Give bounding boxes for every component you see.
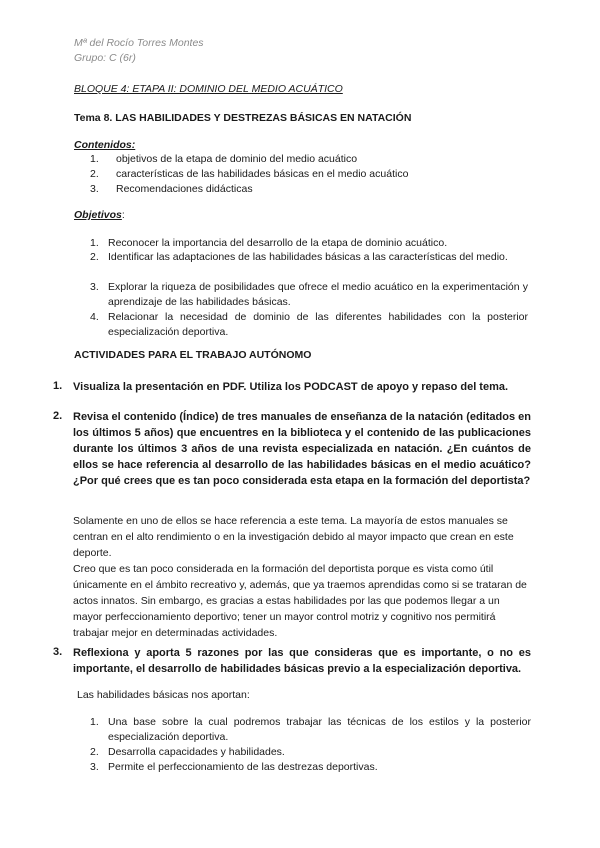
list-item: Identificar las adaptaciones de las habilidades básicas a las características del medio.	[108, 251, 508, 263]
author-name: Mª del Rocío Torres Montes	[74, 37, 204, 49]
question-text: Revisa el contenido (Índice) de tres manuales de enseñanza de la natación (editados en los últimos 5 años) que encuentres en la biblioteca y el contenido de las publicaciones durante los últimos 3 años de una revista especializada en natación. ¿En cuántos de ellos se hace referencia al desarrollo de las habilidades básicas en el medio acuático? ¿Por qué crees que es tan poco considerada esta etapa en la formación del deportista?	[73, 411, 531, 487]
question-text: Reflexiona y aporta 5 razones por las que consideras que es importante, o no es importante, el desarrollo de habilidades básicas previo a la especialización deportiva.	[73, 647, 531, 675]
list-item: características de las habilidades básicas en el medio acuático	[116, 168, 409, 180]
list-number: 3.	[90, 281, 99, 293]
activities-title: ACTIVIDADES PARA EL TRABAJO AUTÓNOMO	[74, 349, 312, 361]
list-number: 2.	[90, 251, 99, 263]
question-number: 3.	[53, 646, 63, 658]
list-number: 2.	[90, 746, 99, 758]
group-label: Grupo: C (6r)	[74, 52, 136, 64]
answer-paragraph: Solamente en uno de ellos se hace referencia a este tema. La mayoría de estos manuales se centran en el alto rendimiento o en la investigación debido al mayor impacto que crean en este deporte.	[73, 515, 514, 559]
list-item: Relacionar la necesidad de dominio de las diferentes habilidades con la posterior especialización deportiva.	[108, 311, 528, 338]
list-item: Una base sobre la cual podremos trabajar las técnicas de los estilos y la posterior especialización deportiva.	[108, 716, 531, 743]
list-number: 4.	[90, 311, 99, 323]
list-number: 1.	[90, 237, 99, 249]
answer-intro: Las habilidades básicas nos aportan:	[77, 689, 250, 701]
question-number: 2.	[53, 410, 63, 422]
list-item: Explorar la riqueza de posibilidades que ofrece el medio acuático en la experimentación y aprendizaje de las habilidades básicas.	[108, 281, 528, 308]
list-item: Reconocer la importancia del desarrollo de la etapa de dominio acuático.	[108, 237, 448, 249]
list-item: Recomendaciones didácticas	[116, 183, 253, 195]
contents-heading: Contenidos:	[74, 139, 136, 151]
topic-title: Tema 8. LAS HABILIDADES Y DESTREZAS BÁSICAS EN NATACIÓN	[74, 112, 412, 124]
list-item: Permite el perfeccionamiento de las destrezas deportivas.	[108, 761, 378, 773]
list-number: 1.	[90, 153, 99, 165]
answer-paragraph: Creo que es tan poco considerada en la formación del deportista porque es vista como útil únicamente en el ámbito recreativo y, además, que ya traemos aprendidas como si se trataran de actos innatos. Sin embargo, es gracias a estas habilidades por las que podemos llegar a un mayor perfeccionamiento deportivo; tener un mayor control motriz y cognitivo nos permitirá trabajar mejor en determinadas actividades.	[73, 563, 527, 639]
list-number: 3.	[90, 761, 99, 773]
list-number: 1.	[90, 716, 99, 728]
block-title: BLOQUE 4: ETAPA II: DOMINIO DEL MEDIO ACUÁTICO	[74, 83, 343, 95]
list-number: 3.	[90, 183, 99, 195]
list-number: 2.	[90, 168, 99, 180]
list-item: Desarrolla capacidades y habilidades.	[108, 746, 285, 758]
objectives-heading: Objetivos:	[74, 209, 125, 221]
question-text: Visualiza la presentación en PDF. Utiliza los PODCAST de apoyo y repaso del tema.	[73, 381, 509, 393]
question-number: 1.	[53, 380, 63, 392]
list-item: objetivos de la etapa de dominio del medio acuático	[116, 153, 358, 165]
